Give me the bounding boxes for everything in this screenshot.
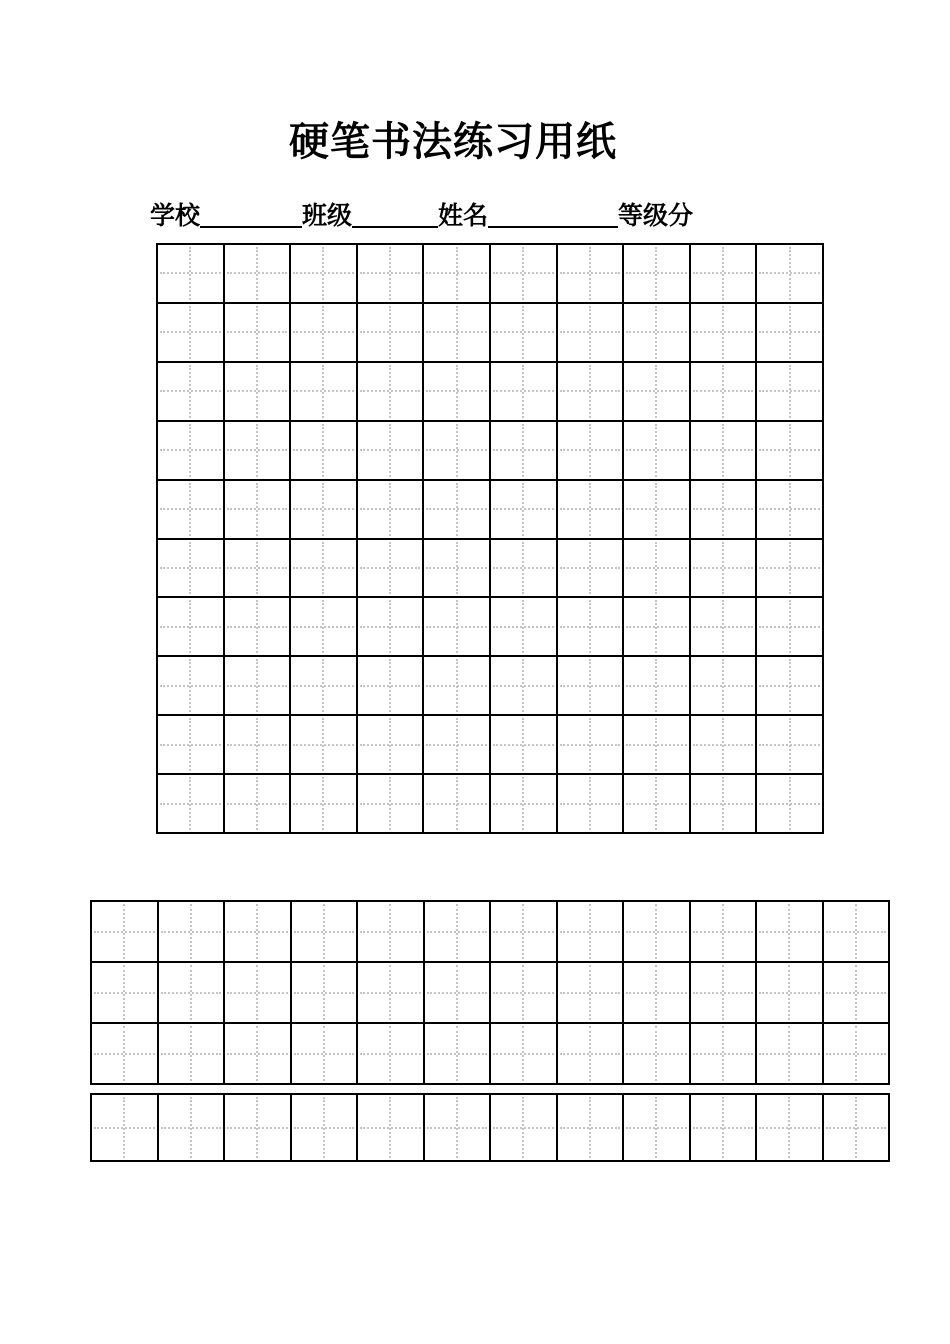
writing-cell[interactable] [424,304,491,363]
writing-cell[interactable] [491,540,558,599]
writing-cell[interactable] [558,481,625,540]
writing-cell[interactable] [358,657,425,716]
writing-cell[interactable] [158,245,225,304]
writing-cell[interactable] [225,481,292,540]
writing-cell[interactable] [159,1024,226,1085]
writing-cell[interactable] [691,304,758,363]
writing-cell[interactable] [225,1095,292,1162]
grade-label: 等级分 [618,201,694,230]
writing-cell[interactable] [225,1024,292,1085]
writing-cell[interactable] [358,1095,425,1162]
writing-cell[interactable] [424,716,491,775]
writing-cell[interactable] [558,775,625,834]
writing-cell[interactable] [558,598,625,657]
writing-cell[interactable] [624,363,691,422]
writing-cell[interactable] [158,540,225,599]
writing-cell[interactable] [291,657,358,716]
writing-cell[interactable] [691,963,758,1024]
writing-cell[interactable] [491,963,558,1024]
writing-cell[interactable] [291,598,358,657]
writing-cell[interactable] [292,902,359,963]
writing-cell[interactable] [358,963,425,1024]
writing-cell[interactable] [491,304,558,363]
writing-cell[interactable] [158,481,225,540]
writing-cell[interactable] [757,1024,824,1085]
writing-cell[interactable] [757,716,824,775]
writing-cell[interactable] [92,1095,159,1162]
writing-cell[interactable] [558,902,625,963]
writing-cell[interactable] [691,716,758,775]
writing-cell[interactable] [92,963,159,1024]
writing-cell[interactable] [824,902,891,963]
writing-cell[interactable] [158,422,225,481]
school-label: 学校 [150,201,201,230]
writing-cell[interactable] [491,598,558,657]
writing-cell[interactable] [424,775,491,834]
writing-cell[interactable] [691,657,758,716]
writing-cell[interactable] [158,657,225,716]
writing-cell[interactable] [691,1095,758,1162]
writing-cell[interactable] [291,422,358,481]
writing-cell[interactable] [424,540,491,599]
writing-cell[interactable] [691,422,758,481]
writing-cell[interactable] [757,598,824,657]
writing-cell[interactable] [425,963,492,1024]
writing-cell[interactable] [558,304,625,363]
practice-grid-lower [90,900,890,1085]
writing-cell[interactable] [424,422,491,481]
writing-cell[interactable] [624,245,691,304]
writing-cell[interactable] [491,1095,558,1162]
writing-cell[interactable] [425,1024,492,1085]
writing-cell[interactable] [225,363,292,422]
writing-cell[interactable] [691,481,758,540]
writing-cell[interactable] [291,540,358,599]
writing-cell[interactable] [824,1024,891,1085]
writing-cell[interactable] [691,902,758,963]
writing-cell[interactable] [424,657,491,716]
writing-cell[interactable] [558,963,625,1024]
writing-cell[interactable] [358,304,425,363]
writing-cell[interactable] [691,598,758,657]
writing-cell[interactable] [158,598,225,657]
writing-cell[interactable] [624,1095,691,1162]
writing-cell[interactable] [558,1095,625,1162]
writing-cell[interactable] [159,1095,226,1162]
writing-cell[interactable] [291,775,358,834]
writing-cell[interactable] [558,716,625,775]
writing-cell[interactable] [292,1024,359,1085]
writing-cell[interactable] [358,422,425,481]
writing-cell[interactable] [158,716,225,775]
writing-cell[interactable] [624,1024,691,1085]
writing-cell[interactable] [624,422,691,481]
writing-cell[interactable] [292,1095,359,1162]
writing-cell[interactable] [624,481,691,540]
writing-cell[interactable] [491,657,558,716]
writing-cell[interactable] [358,1024,425,1085]
writing-cell[interactable] [225,963,292,1024]
writing-cell[interactable] [757,363,824,422]
writing-cell[interactable] [757,245,824,304]
writing-cell[interactable] [358,598,425,657]
writing-cell[interactable] [159,902,226,963]
writing-cell[interactable] [491,1024,558,1085]
writing-cell[interactable] [491,481,558,540]
writing-cell[interactable] [624,304,691,363]
writing-cell[interactable] [358,902,425,963]
writing-cell[interactable] [558,422,625,481]
writing-cell[interactable] [757,963,824,1024]
writing-cell[interactable] [691,1024,758,1085]
writing-cell[interactable] [757,481,824,540]
writing-cell[interactable] [358,245,425,304]
writing-cell[interactable] [624,598,691,657]
writing-cell[interactable] [558,1024,625,1085]
writing-cell[interactable] [757,304,824,363]
writing-cell[interactable] [491,363,558,422]
writing-cell[interactable] [691,363,758,422]
writing-cell[interactable] [757,540,824,599]
writing-cell[interactable] [624,716,691,775]
school-field[interactable] [200,196,302,228]
name-label: 姓名 [438,201,489,230]
page-title: 硬笔书法练习用纸 [289,119,617,165]
writing-cell[interactable] [425,902,492,963]
writing-cell[interactable] [225,902,292,963]
writing-cell[interactable] [158,304,225,363]
writing-cell[interactable] [624,657,691,716]
writing-cell[interactable] [491,716,558,775]
writing-cell[interactable] [225,598,292,657]
writing-cell[interactable] [424,245,491,304]
writing-cell[interactable] [424,598,491,657]
writing-cell[interactable] [691,540,758,599]
class-label: 班级 [302,201,353,230]
writing-cell[interactable] [225,775,292,834]
writing-cell[interactable] [691,775,758,834]
writing-cell[interactable] [624,775,691,834]
name-field[interactable] [488,196,618,228]
writing-cell[interactable] [92,902,159,963]
writing-cell[interactable] [558,540,625,599]
writing-cell[interactable] [491,902,558,963]
writing-cell[interactable] [491,422,558,481]
writing-cell[interactable] [624,540,691,599]
writing-cell[interactable] [358,481,425,540]
writing-cell[interactable] [158,363,225,422]
writing-cell[interactable] [159,963,226,1024]
writing-cell[interactable] [358,716,425,775]
writing-cell[interactable] [292,963,359,1024]
student-info-row [150,194,693,234]
writing-cell[interactable] [291,245,358,304]
writing-cell[interactable] [92,1024,159,1085]
writing-cell[interactable] [291,304,358,363]
writing-cell[interactable] [624,902,691,963]
writing-cell[interactable] [225,716,292,775]
writing-cell[interactable] [491,245,558,304]
writing-cell[interactable] [425,1095,492,1162]
writing-cell[interactable] [558,363,625,422]
writing-cell[interactable] [225,540,292,599]
writing-cell[interactable] [757,1095,824,1162]
writing-cell[interactable] [757,902,824,963]
writing-cell[interactable] [225,422,292,481]
writing-cell[interactable] [225,245,292,304]
writing-cell[interactable] [358,775,425,834]
writing-cell[interactable] [624,963,691,1024]
writing-cell[interactable] [358,363,425,422]
writing-cell[interactable] [558,245,625,304]
writing-cell[interactable] [558,657,625,716]
writing-cell[interactable] [691,245,758,304]
writing-cell[interactable] [824,963,891,1024]
writing-cell[interactable] [291,363,358,422]
writing-cell[interactable] [291,716,358,775]
writing-cell[interactable] [824,1095,891,1162]
practice-grid-bottom [90,1093,890,1162]
writing-cell[interactable] [225,657,292,716]
writing-cell[interactable] [225,304,292,363]
writing-cell[interactable] [358,540,425,599]
writing-cell[interactable] [291,481,358,540]
writing-cell[interactable] [757,422,824,481]
writing-cell[interactable] [424,363,491,422]
writing-cell[interactable] [158,775,225,834]
class-field[interactable] [352,196,438,228]
writing-cell[interactable] [757,657,824,716]
practice-grid-main [156,243,824,834]
writing-cell[interactable] [757,775,824,834]
writing-cell[interactable] [424,481,491,540]
writing-cell[interactable] [491,775,558,834]
